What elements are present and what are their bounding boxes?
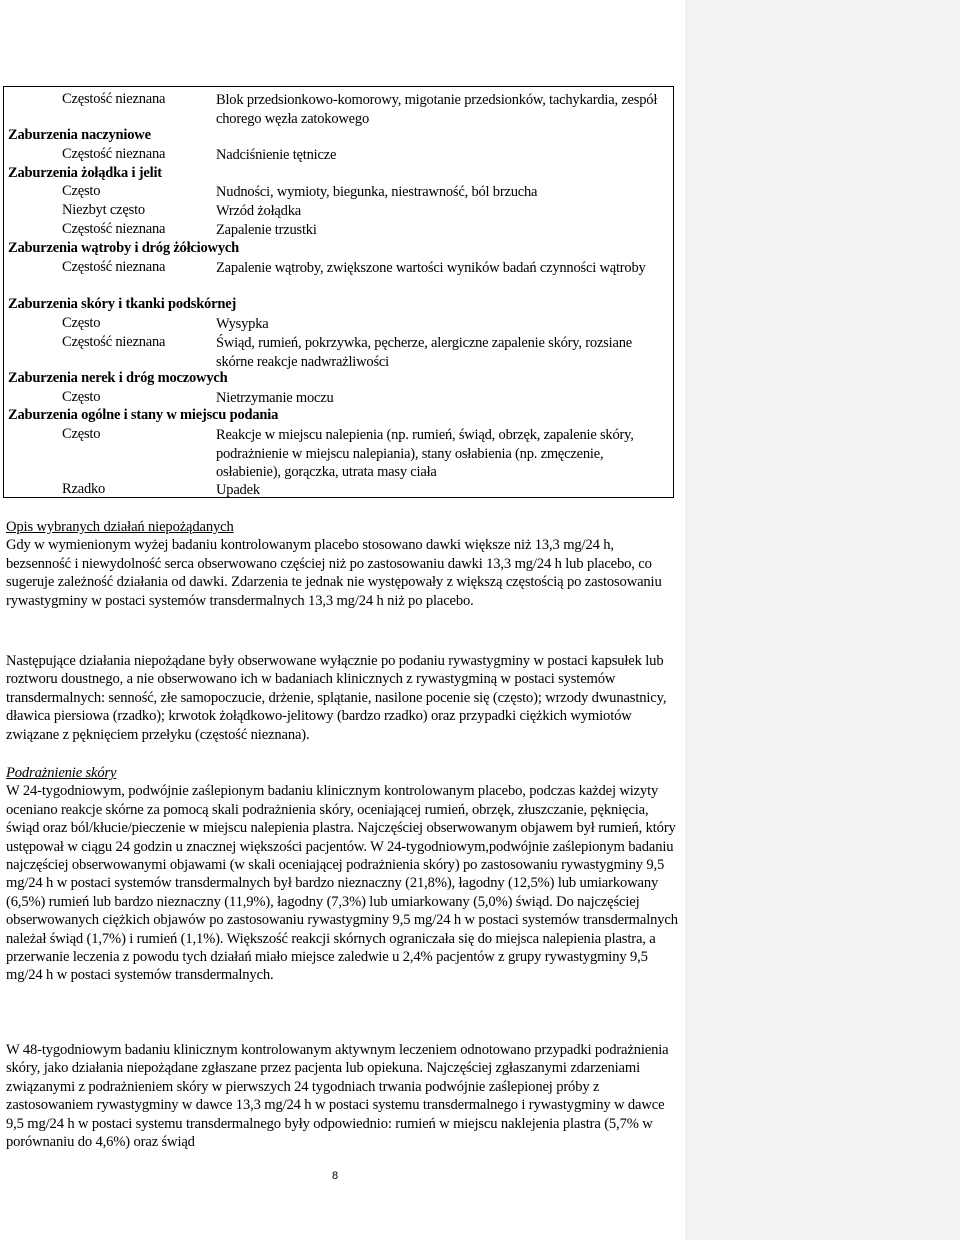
frequency-cell: Często [62,389,101,405]
frequency-cell: Częstość nieznana [62,334,166,350]
frequency-cell: Częstość nieznana [62,221,166,237]
section-heading: Opis wybranych działań niepożądanych [6,519,234,535]
category-label: Zaburzenia naczyniowe [8,127,151,143]
frequency-cell: Często [62,315,101,331]
effect-cell: Nietrzymanie moczu [216,390,334,406]
effect-cell: Wrzód żołądka [216,203,301,219]
effect-cell: Zapalenie trzustki [216,222,317,238]
section-skin-irritation [6,764,678,985]
effect-cell: Reakcje w miejscu nalepienia (np. rumień, świąd, obrzęk, zapalenie skóry, podrażnienie w miejscu nalepiania), stany osłabienia (np. zmęczenie, osłabienie), gorączka, utrata masy ciała [216,427,634,480]
frequency-cell: Częstość nieznana [62,146,166,162]
section-opis [6,518,678,610]
frequency-cell: Rzadko [62,481,106,497]
paragraph-oral-only [6,652,678,744]
paragraph-48-week [6,1041,678,1151]
adverse-effects-table [3,86,674,498]
category-label: Zaburzenia żołądka i jelit [8,165,162,181]
frequency-cell: Częstość nieznana [62,91,166,107]
effect-cell: Nudności, wymioty, biegunka, niestrawność, ból brzucha [216,184,538,200]
effect-cell: Zapalenie wątroby, zwiększone wartości wyników badań czynności wątroby [216,260,646,276]
category-label: Zaburzenia ogólne i stany w miejscu podania [8,407,279,423]
category-label: Zaburzenia wątroby i dróg żółciowych [8,240,239,256]
frequency-cell: Często [62,426,101,442]
effect-cell: Blok przedsionkowo-komorowy, migotanie przedsionków, tachykardia, zespół chorego węzła zatokowego [216,92,658,127]
effect-cell: Nadciśnienie tętnicze [216,147,337,163]
section-paragraph: Następujące działania niepożądane były obserwowane wyłącznie po podaniu rywastygminy w postaci kapsułek lub roztworu doustnego, a nie obserwowano ich w badaniach klinicznych z rywastygminą w postaci systemów transdermalnych: senność, złe samopoczucie, drżenie, splątanie, nasilone pocenie się (często); wrzody dwunastnicy, dławica piersiowa (rzadko); krwotok żołądkowo-jelitowy (bardzo rzadko) oraz przypadki ciężkich wymiotów związane z pęknięciem przełyku (częstość nieznana). [6,653,667,743]
effect-cell: Wysypka [216,316,269,332]
frequency-cell: Niezbyt często [62,202,145,218]
page-number: 8 [331,1170,339,1182]
category-label: Zaburzenia skóry i tkanki podskórnej [8,296,237,312]
section-paragraph: W 24-tygodniowym, podwójnie zaślepionym badaniu klinicznym kontrolowanym placebo, podczas każdej wizyty oceniano reakcje skórne za pomocą skali podrażnienia skóry, oceniającej rumień, obrzęk, złuszczanie, pęknięcia, świąd oraz ból/kłucie/pieczenie w miejscu nalepienia plastra. Najczęściej obserwowanym objawem był rumień, który ustępował w ciągu 24 godzin u znacznej większości pacjentów. W 24-tygodniowym,podwójnie zaślepionym badaniu najczęściej obserwowanymi objawami (w skali oceniającej podrażnienia skóry) po zastosowaniu rywastygminy 9,5 mg/24 h w postaci systemów transdermalnych był bardzo nieznaczny (21,8%), łagodny (12,5%) lub umiarkowany (6,5%) rumień lub bardzo nieznaczny (11,9%), łagodny (7,3%) lub umiarkowany (5,0%) świąd. Do najczęściej obserwowanych ciężkich objawów po zastosowaniu rywastygminy 9,5 mg/24 h w postaci systemów transdermalnych należał świąd (1,7%) i rumień (1,1%). Większość reakcji skórnych ograniczała się do miejsca nalepienia plastra, a przerwanie leczenia z powodu tych działań miało miejsce zaledwie u 2,4% pacjentów z grupy rywastygminy 9,5 mg/24 h w postaci systemów transdermalnych. [6,783,678,984]
effect-cell: Upadek [216,482,260,498]
section-paragraph: Gdy w wymienionym wyżej badaniu kontrolowanym placebo stosowano dawki większe niż 13,3 mg/24 h, bezsenność i niewydolność serca obserwowano częściej niż po zastosowaniu dawki 13,3 mg/24 h lub placebo, co sugeruje zależność działania od dawki. Zdarzenia te jednak nie występowały z większą częstością po zastosowaniu rywastygminy w postaci systemów transdermalnych 13,3 mg/24 h niż po placebo. [6,537,662,609]
section-heading: Podrażnienie skóry [6,765,117,781]
frequency-cell: Częstość nieznana [62,259,166,275]
frequency-cell: Często [62,183,101,199]
category-label: Zaburzenia nerek i dróg moczowych [8,370,228,386]
effect-cell: Świąd, rumień, pokrzywka, pęcherze, alergiczne zapalenie skóry, rozsiane skórne reakcje nadwrażliwości [216,335,632,370]
comment-sidebar [685,0,960,1240]
section-paragraph: W 48-tygodniowym badaniu klinicznym kontrolowanym aktywnym leczeniem odnotowano przypadki podrażnienia skóry, jako działania niepożądane zgłaszane przez pacjenta lub opiekuna. Najczęściej zgłaszanymi zdarzeniami związanymi z podrażnieniem skóry w pierwszych 24 tygodniach trwania podwójnie zaślepionej próby z zastosowaniem rywastygminy w dawce 13,3 mg/24 h w postaci systemu transdermalnego i rywastygminy w dawce 9,5 mg/24 h w postaci systemu transdermalnego były odpowiednio: rumień w miejscu naklejenia plastra (5,7% w porównaniu do 4,6%) oraz świąd [6,1042,669,1151]
